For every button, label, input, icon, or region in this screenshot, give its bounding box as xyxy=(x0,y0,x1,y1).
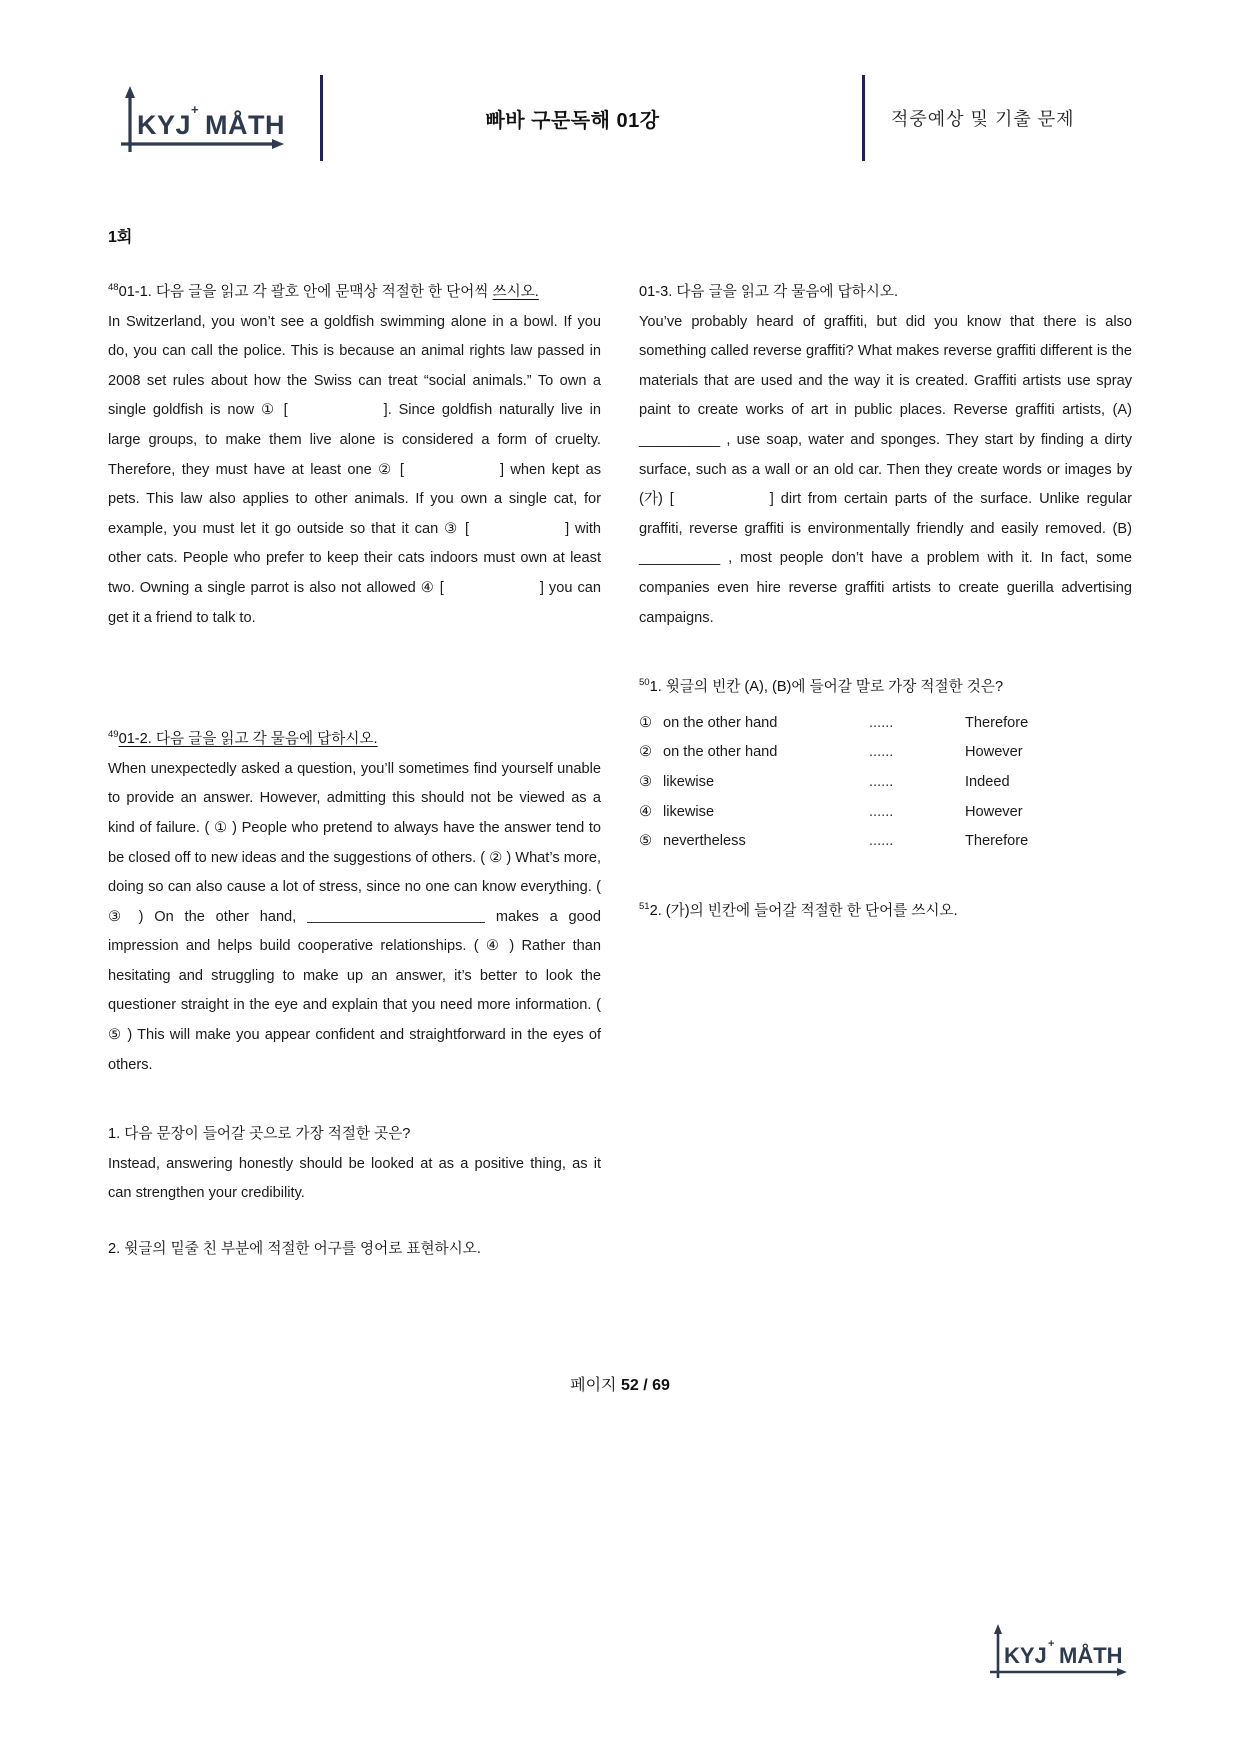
mcq-option-1[interactable] xyxy=(639,709,1132,739)
mcq-option-5-a: nevertheless xyxy=(663,833,746,850)
passage-01-3-part-b: , use soap, water and sponges. They start by finding a dirty surface, such as a wall or an old car. Then they create words or images by (가) [ xyxy=(639,431,1132,508)
page-number-current: 52 xyxy=(620,1377,639,1394)
passage-01-3-part-a: You’ve probably heard of graffiti, but did you know that there is also something called reverse graffiti? What makes reverse graffiti different is the materials that are used and the way it is created. Graffiti artists use spray paint to create works of art in public places. Reverse graffiti artists, (A) xyxy=(639,313,1132,419)
mcq-option-5-b: Therefore xyxy=(965,833,1029,850)
mcq-option-4[interactable] xyxy=(639,798,1132,828)
subquestion-1-sentence: Instead, answering honestly should be looked at as a positive thing, as it can strengthen your credibility. xyxy=(108,1155,601,1202)
answer-blank-line xyxy=(307,909,485,923)
passage-01-1-part-c: ] when kept as pets. This law also applies to other animals. If you own a single cat, for example, you must let it go outside so that it can ③ [ xyxy=(108,461,601,537)
spacer-after-01-1 xyxy=(108,633,601,725)
footer-logo-wordmark-2: MÅTH xyxy=(1059,1643,1123,1668)
footer-brand-logo xyxy=(982,1620,1132,1682)
mcq-option-5-dots: ...... xyxy=(869,833,894,850)
question-01-1-heading-underlined: 쓰시오. xyxy=(492,284,539,300)
content-columns xyxy=(108,278,1132,1265)
question-01-3-heading: 01-3. 다음 글을 읽고 각 물음에 답하시오. xyxy=(639,284,899,300)
mcq-prompt-text: 1. 윗글의 빈칸 (A), (B)에 들어갈 말로 가장 적절한 것은? xyxy=(649,679,1004,696)
footer-axis-arrow-logo xyxy=(982,1620,1132,1682)
mcq-option-3-number: ③ xyxy=(639,773,653,790)
mcq-option-2[interactable] xyxy=(639,738,1132,768)
mcq-option-1-b: Therefore xyxy=(965,714,1029,731)
subquestion-1-prompt: 1. 다음 문장이 들어갈 곳으로 가장 적절한 곳은? xyxy=(108,1126,411,1143)
right-subquestion-prompt xyxy=(639,897,1132,927)
logo-plus-accent: + xyxy=(191,102,199,117)
blank-A: __________ xyxy=(639,431,721,448)
mcq-option-1-a: on the other hand xyxy=(663,714,778,731)
subquestion-2-prompt: 2. 윗글의 밑줄 친 부분에 적절한 어구를 영어로 표현하시오. xyxy=(108,1241,481,1258)
page-footer-label: 페이지 xyxy=(570,1377,617,1394)
mcq-option-4-number: ④ xyxy=(639,803,653,820)
page-number-total: 69 xyxy=(652,1377,670,1394)
spacer-after-subq1 xyxy=(108,1209,601,1235)
question-01-1-heading xyxy=(108,278,601,308)
mcq-option-1-dots: ...... xyxy=(869,714,894,731)
mcq-option-2-a: on the other hand xyxy=(663,744,778,761)
page-header xyxy=(110,68,1130,168)
mcq-option-3-b: Indeed xyxy=(965,773,1010,790)
passage-01-3-part-c: ] dirt from certain parts of the surface. Unlike regular graffiti, reverse graffiti is environmentally friendly and easily removed. (B) xyxy=(639,491,1132,537)
mcq-option-4-b: However xyxy=(965,803,1023,820)
passage-01-3 xyxy=(639,308,1132,634)
spacer-after-01-3 xyxy=(639,633,1132,673)
question-01-2-superscript: 49 xyxy=(108,729,119,741)
page-number-separator: / xyxy=(643,1377,648,1394)
logo-wordmark: KYJ xyxy=(137,110,192,140)
right-column xyxy=(639,278,1132,1265)
page-footer xyxy=(0,1372,1240,1395)
passage-01-2-part-b: makes a good impression and helps build cooperative relationships. ( ④ ) Rather than hesitating and struggling to make up an answer, it’s better to look the questioner straight in the eye and explain that you need more information. ( ⑤ ) This will make you appear confident and straightforward in the eyes of others. xyxy=(108,908,601,1073)
mcq-option-4-dots: ...... xyxy=(869,803,894,820)
mcq-option-5[interactable] xyxy=(639,827,1132,857)
question-01-2-heading xyxy=(108,725,601,755)
question-01-1-heading-text: 01-1. 다음 글을 읽고 각 괄호 안에 문맥상 적절한 한 단어씩 xyxy=(118,284,493,300)
mcq-option-2-dots: ...... xyxy=(869,744,894,761)
header-subtitle: 적중예상 및 기출 문제 xyxy=(891,109,1075,129)
mcq-option-5-number: ⑤ xyxy=(639,833,653,850)
question-01-1-superscript: 48 xyxy=(108,282,119,294)
footer-logo-wordmark: KYJ xyxy=(1004,1643,1047,1668)
passage-01-1-part-a: In Switzerland, you won’t see a goldfish swimming alone in a bowl. If you do, you can call the police. This is because an animal rights law passed in 2008 set rules about how the Swiss can treat “social animals.” To own a single goldfish is now ① [ xyxy=(108,313,601,419)
mcq-options xyxy=(639,709,1132,857)
round-label: 1회 xyxy=(108,229,133,246)
passage-01-1 xyxy=(108,308,601,634)
right-subquestion-superscript: 51 xyxy=(639,900,650,912)
mcq-option-3[interactable] xyxy=(639,768,1132,798)
spacer-after-01-2 xyxy=(108,1080,601,1120)
spacer-after-mcq xyxy=(639,857,1132,897)
passage-01-3-part-d: , most people don’t have a problem with it. In fact, some companies even hire reverse graffiti artists to create guerilla advertising campaigns. xyxy=(639,550,1132,626)
footer-logo-plus-accent: + xyxy=(1048,1638,1055,1650)
passage-01-2-part-a: When unexpectedly asked a question, you’ll sometimes find yourself unable to provide an answer. However, admitting this should not be viewed as a kind of failure. ( ① ) People who pretend to always have the answer tend to be closed off to new ideas and the suggestions of others. ( ② ) What’s more, doing so can also cause a lot of stress, since no one can know everything. ( ③ ) On the other hand, xyxy=(108,760,601,925)
mcq-option-3-dots: ...... xyxy=(869,773,894,790)
mcq-option-2-b: However xyxy=(965,744,1023,761)
mcq-option-1-number: ① xyxy=(639,714,653,731)
axis-arrow-logo xyxy=(110,80,290,156)
mcq-option-2-number: ② xyxy=(639,744,653,761)
logo-wordmark-2: MÅTH xyxy=(205,110,285,140)
passage-01-1-part-b: ]. Since goldfish naturally live in large groups, to make them live alone is considered a form of cruelty. Therefore, they must have at least one ② [ xyxy=(108,402,602,478)
mcq-option-3-a: likewise xyxy=(663,773,715,790)
left-column xyxy=(108,278,601,1265)
mcq-superscript: 50 xyxy=(639,677,650,689)
question-01-2-heading-text: 01-2. 다음 글을 읽고 각 물음에 답하시오. xyxy=(118,731,378,748)
mcq-option-4-a: likewise xyxy=(663,803,715,820)
passage-01-1-part-d: ] with other cats. People who prefer to keep their cats indoors must own at least two. Owning a single parrot is also not allowed ④ [ xyxy=(108,520,602,596)
brand-logo xyxy=(110,80,290,156)
right-subquestion-text: 2. (가)의 빈칸에 들어갈 적절한 한 단어를 쓰시오. xyxy=(649,902,958,919)
page-title: 빠바 구문독해 01강 xyxy=(485,109,660,132)
passage-01-2 xyxy=(108,755,601,1081)
mcq-prompt xyxy=(639,673,1132,703)
passage-01-1-part-e: ] you can get it a friend to talk to. xyxy=(108,579,601,626)
blank-B: __________ xyxy=(639,550,721,567)
